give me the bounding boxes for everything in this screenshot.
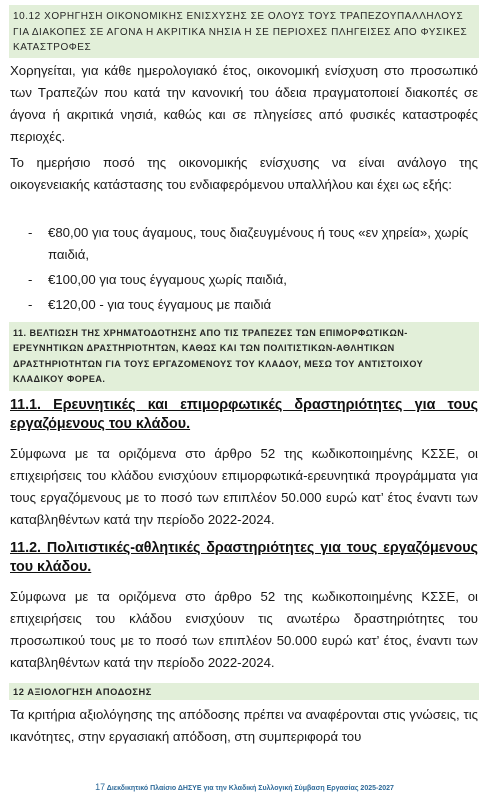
section-10-12-paragraph-1: Χορηγείται, για κάθε ημερολογιακό έτος, οικονομική ενίσχυση στο προσωπικό των Τραπεζών που κατά την κανονική του άδεια πραγματοποιεί διακοπές σε άγονα ή ακριτικά νησιά, καθώς και σε πληγείσες από φυσικές καταστροφές περιοχές.: [10, 63, 478, 144]
page-footer: [0, 782, 489, 794]
allowance-list: [10, 222, 478, 319]
list-item-text: €80,00 για τους άγαμους, τους διαζευγμένους ή τους «εν χηρεία», χωρίς παιδιά,: [48, 225, 469, 262]
page-number: 17: [95, 782, 106, 792]
list-item-text: €100,00 για τους έγγαμους χωρίς παιδιά,: [48, 272, 287, 287]
footer-title: Διεκδικητικό Πλαίσιο ΔΗΣΥΕ για την Κλαδική Συλλογική Σύμβαση Εργασίας 2025-2027: [106, 785, 394, 792]
list-item: [10, 294, 478, 319]
section-11-2-text: Σύμφωνα με τα οριζόμενα στο άρθρο 52 της κωδικοποιημένης ΚΣΣΕ, οι επιχειρήσεις του κλάδου ενισχύουν τις ανωτέρω δραστηριότητες του προσωπικού τους με το ποσό των επιπλέον 50.000 ευρώ κατ’ έτος, έναντι των καταβληθέντων κατά την περίοδο 2022-2024.: [10, 589, 478, 670]
section-11-1-text: Σύμφωνα με τα οριζόμενα στο άρθρο 52 της κωδικοποιημένης ΚΣΣΕ, οι επιχειρήσεις του κλάδου ενισχύουν επιμορφωτικά-ερευνητικά προγράμματα για τους εργαζόμενους με το ποσό των επιπλέον 50.000 ευρώ κατ’ έτος έναντι των καταβληθέντων κατά την περίοδο 2022-2024.: [10, 446, 478, 527]
section-11-heading: 11. ΒΕΛΤΙΩΣΗ ΤΗΣ ΧΡΗΜΑΤΟΔΟΤΗΣΗΣ ΑΠΟ ΤΙΣ ΤΡΑΠΕΖΕΣ ΤΩΝ ΕΠΙΜΟΡΦΩΤΙΚΩΝ-ΕΡΕΥΝΗΤΙΚΩΝ ΔΡΑΣΤΗΡΙΟΤΗΤΩΝ, ΚΑΘΩΣ ΚΑΙ ΤΩΝ ΠΟΛΙΤΙΣΤΙΚΩΝ-ΑΘΛΗΤΙΚΩΝ ΔΡΑΣΤΗΡΙΟΤΗΤΩΝ ΓΙΑ ΤΟΥΣ ΕΡΓΑΖΟΜΕΝΟΥΣ ΤΟΥ ΚΛΑΔΟΥ, ΜΕΣΩ ΤΟΥ ΑΝΤΙΣΤΟΙΧΟΥ ΚΛΑΔΙΚΟΥ ΦΟΡΕΑ.: [9, 322, 479, 391]
section-10-12-paragraph-2: Το ημερήσιο ποσό της οικονομικής ενίσχυσης να είναι ανάλογο της οικογενειακής κατάστασης του ενδιαφερόμενου υπαλλήλου και έχει ως εξής:: [10, 155, 478, 192]
section-12-text: Τα κριτήρια αξιολόγησης της απόδοσης πρέπει να αναφέρονται στις γνώσεις, τις ικανότητες, στην εργασιακή απόδοση, στη συμπεριφορά του: [10, 707, 478, 744]
list-item-text: €120,00 - για τους έγγαμους με παιδιά: [48, 297, 272, 312]
list-item: [10, 269, 478, 294]
section-11-2-heading: 11.2. Πολιτιστικές-αθλητικές δραστηριότητες για τους εργαζόμενους του κλάδου.: [10, 540, 478, 575]
list-item: [10, 222, 478, 266]
list-dash: -: [28, 225, 33, 240]
list-dash: -: [28, 272, 33, 287]
section-11-1-heading: 11.1. Ερευνητικές και επιμορφωτικές δραστηριότητες για τους εργαζόμενους του κλάδου.: [10, 397, 478, 432]
section-10-12-heading: 10.12 ΧΟΡΗΓΗΣΗ ΟΙΚΟΝΟΜΙΚΗΣ ΕΝΙΣΧΥΣΗΣ ΣΕ ΟΛΟΥΣ ΤΟΥΣ ΤΡΑΠΕΖΟΥΠΑΛΛΗΛΟΥΣ ΓΙΑ ΔΙΑΚΟΠΕΣ ΣΕ ΑΓΟΝΑ Η ΑΚΡΙΤΙΚΑ ΝΗΣΙΑ Η ΣΕ ΠΕΡΙΟΧΕΣ ΠΛΗΓΕΙΣΕΣ ΑΠΟ ΦΥΣΙΚΕΣ ΚΑΤΑΣΤΡΟΦΕΣ: [9, 5, 479, 58]
section-12-heading: 12 ΑΞΙΟΛΟΓΗΣΗ ΑΠΟΔΟΣΗΣ: [9, 683, 479, 700]
list-dash: -: [28, 297, 33, 312]
